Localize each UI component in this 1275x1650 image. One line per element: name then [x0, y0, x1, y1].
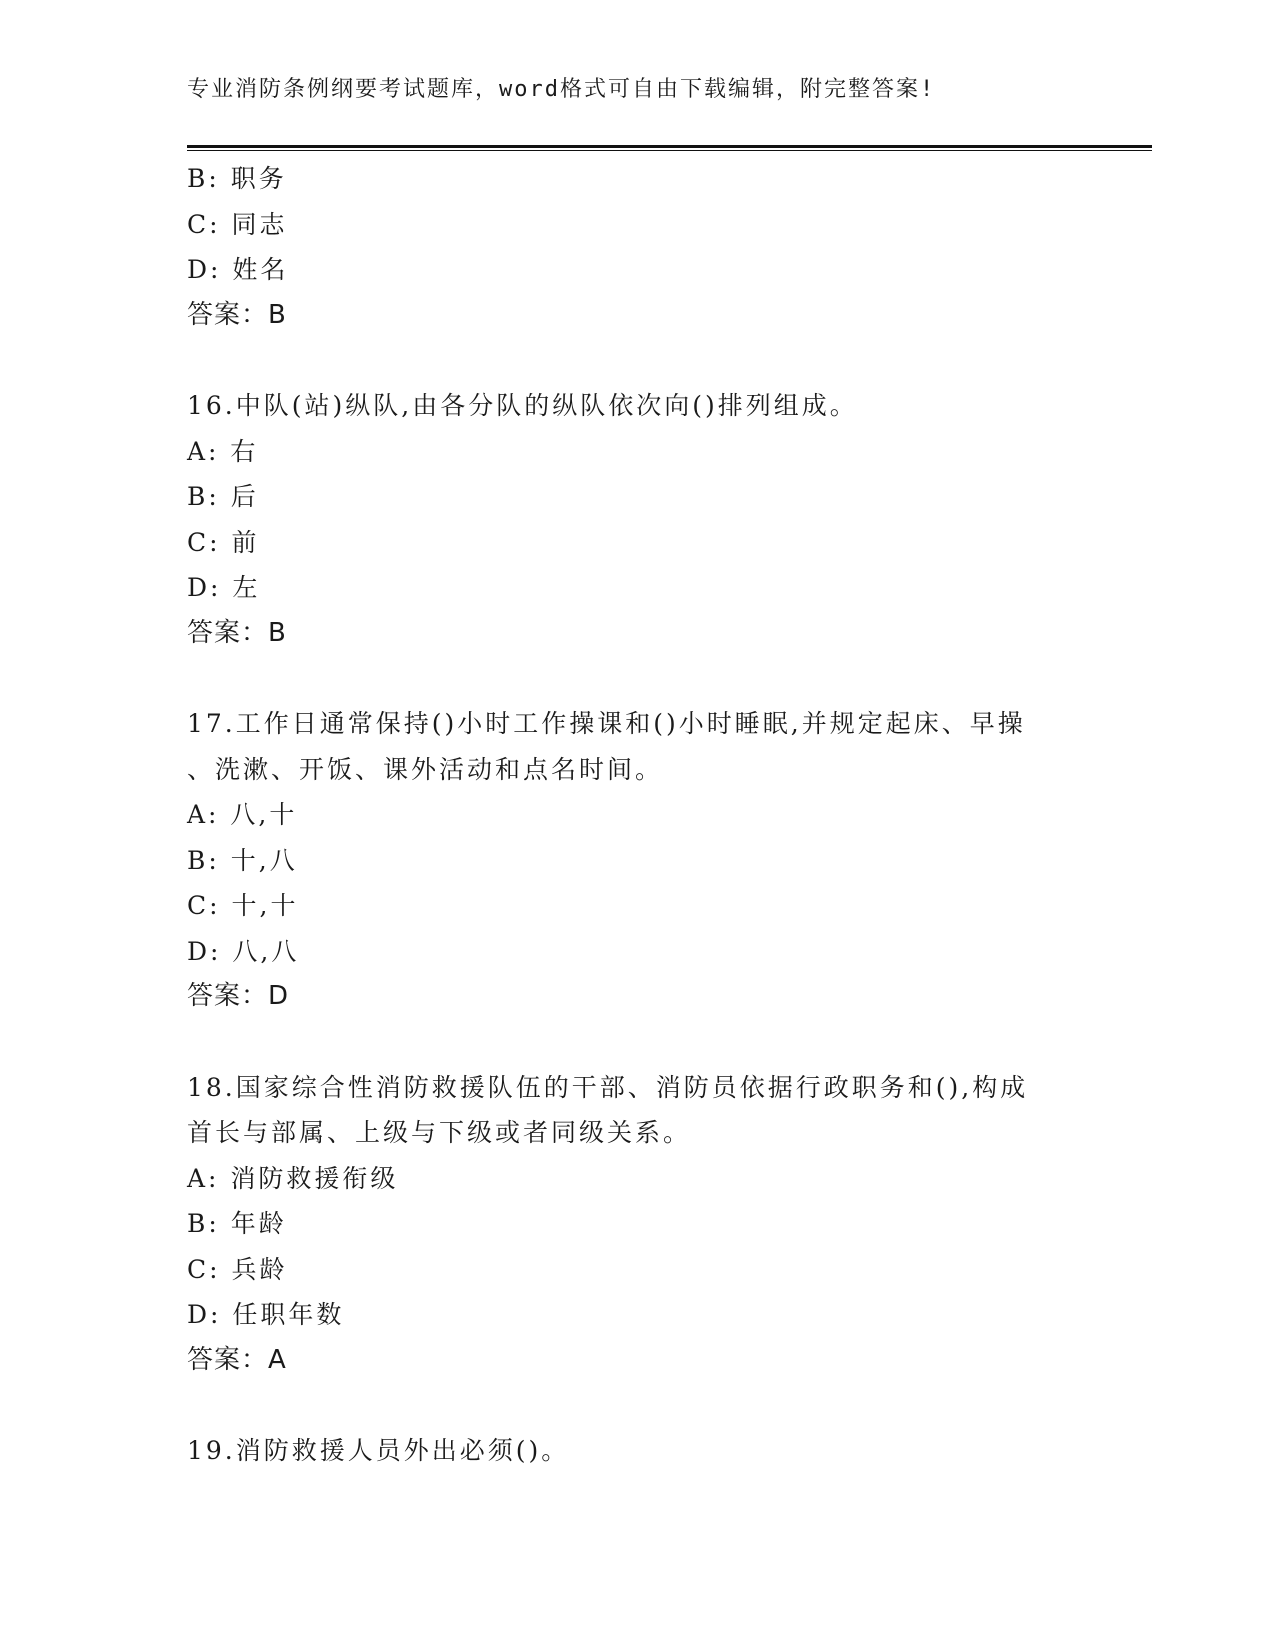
- option-d: D: 左: [187, 573, 261, 602]
- option-d: D: 姓名: [187, 255, 289, 284]
- option-a: A: 右: [187, 436, 259, 466]
- question-list: [187, 156, 1087, 1474]
- option-b: B: 职务: [187, 164, 287, 193]
- question-stem: 16.中队(站)纵队,由各分队的纵队依次向()排列组成。: [187, 391, 858, 420]
- question-stem-line-2: 、洗漱、开饭、课外活动和点名时间。: [187, 754, 664, 784]
- option-d: D: 任职年数: [187, 1300, 345, 1329]
- answer-line: 答案：D: [187, 981, 290, 1011]
- answer-line: 答案：B: [187, 299, 287, 330]
- option-a: A: 八,十: [187, 800, 298, 829]
- option-b: B: 年龄: [187, 1209, 287, 1238]
- option-b: B: 后: [187, 482, 259, 511]
- option-c: C: 兵龄: [187, 1254, 288, 1284]
- option-c: C: 前: [187, 527, 260, 557]
- answer-line: 答案：A: [187, 1344, 287, 1375]
- option-c: C: 十,十: [187, 891, 299, 920]
- question-stem-line-1: 18.国家综合性消防救援队伍的干部、消防员依据行政职务和(),构成: [187, 1072, 1029, 1102]
- option-a: A: 消防救援衔级: [187, 1163, 399, 1193]
- option-d: D: 八,八: [187, 936, 300, 966]
- question-16: [187, 383, 1087, 656]
- header-rule-thin: [187, 150, 1152, 151]
- question-17: [187, 701, 1087, 1020]
- answer-line: 答案：B: [187, 617, 287, 648]
- question-18: [187, 1065, 1087, 1384]
- question-15-tail: [187, 156, 1087, 338]
- question-stem-line-2: 首长与部属、上级与下级或者同级关系。: [187, 1118, 692, 1147]
- page-header: 专业消防条例纲要考试题库，word格式可自由下载编辑，附完整答案!: [187, 77, 936, 102]
- question-stem-line-1: 17.工作日通常保持()小时工作操课和()小时睡眠,并规定起床、早操: [187, 709, 1026, 738]
- option-c: C: 同志: [187, 209, 288, 239]
- question-19: [187, 1428, 1087, 1474]
- question-stem: 19.消防救援人员外出必须()。: [187, 1436, 570, 1465]
- option-b: B: 十,八: [187, 845, 298, 875]
- header-rule-thick: [187, 145, 1152, 148]
